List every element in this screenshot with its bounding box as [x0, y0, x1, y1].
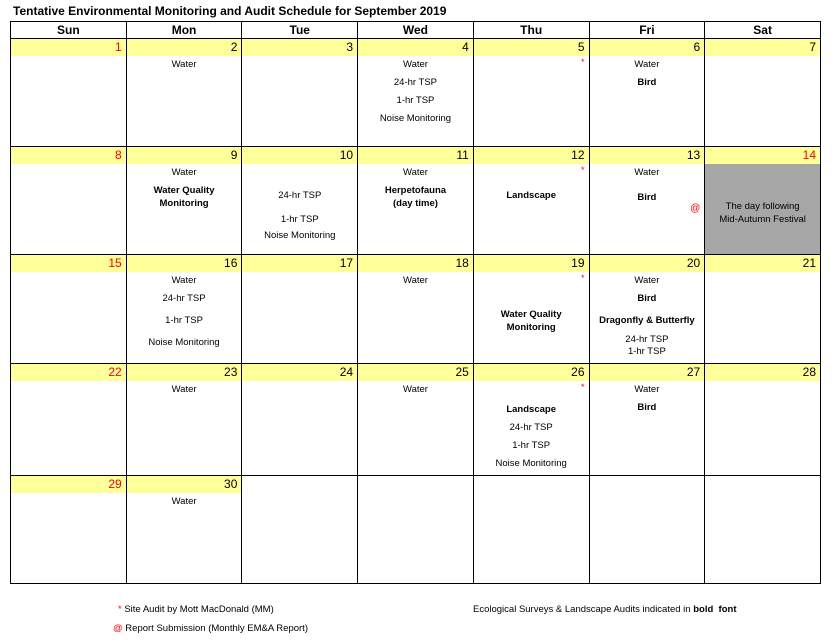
day-number: 30	[127, 476, 242, 493]
event-landscape: Landscape	[506, 190, 556, 202]
event-24hr-tsp: 24-hr TSP	[625, 334, 669, 346]
event-water: Water	[402, 167, 428, 179]
site-audit-mark: *	[581, 165, 585, 176]
weekday-wed: Wed	[358, 22, 474, 39]
day-cell-9	[126, 147, 242, 255]
day-cell-6	[589, 39, 705, 147]
event-water-quality-monitoring: Monitoring	[159, 198, 209, 210]
day-number: 20	[590, 255, 705, 272]
event-water: Water	[634, 59, 660, 70]
day-number: 8	[11, 147, 126, 164]
legend-report-submission	[113, 623, 308, 634]
day-cell-29	[11, 475, 127, 583]
event-water: Water	[171, 383, 197, 395]
event-water-quality: Water Quality	[153, 185, 215, 197]
day-cell-20	[589, 255, 705, 363]
day-cell-17	[242, 255, 358, 363]
day-number: 15	[11, 255, 126, 272]
event-noise-monitoring: Noise Monitoring	[495, 457, 567, 469]
day-number: 11	[358, 147, 473, 164]
weekday-fri: Fri	[589, 22, 705, 39]
day-number: 2	[127, 39, 242, 56]
day-cell-13	[589, 147, 705, 255]
day-cell-25	[358, 363, 474, 475]
report-submission-mark: @	[690, 203, 701, 215]
legend-site-audit	[118, 604, 274, 615]
day-cell-5	[473, 39, 589, 147]
weekday-header-row	[11, 22, 821, 39]
day-number: 25	[358, 364, 473, 381]
event-water: Water	[402, 383, 428, 395]
event-bird: Bird	[637, 77, 657, 88]
event-noise-monitoring: Noise Monitoring	[264, 230, 336, 242]
calendar-grid	[10, 21, 821, 584]
day-cell-26	[473, 363, 589, 475]
weekday-tue: Tue	[242, 22, 358, 39]
day-cell-7	[705, 39, 821, 147]
day-number: 24	[242, 364, 357, 381]
event-water: Water	[171, 167, 197, 179]
empty-cell	[589, 475, 705, 583]
day-number: 10	[242, 147, 357, 164]
day-number: 9	[127, 147, 242, 164]
event-water: Water	[171, 275, 197, 287]
event-water: Water	[634, 383, 660, 395]
day-cell-16	[126, 255, 242, 363]
day-number: 26	[474, 364, 589, 381]
day-number: 14	[705, 147, 820, 164]
day-cell-2	[126, 39, 242, 147]
day-number: 17	[242, 255, 357, 272]
day-number: 6	[590, 39, 705, 56]
event-noise-monitoring: Noise Monitoring	[379, 113, 452, 124]
event-bird: Bird	[637, 293, 657, 305]
week-row	[11, 255, 821, 363]
day-cell-28	[705, 363, 821, 475]
day-number: 21	[705, 255, 820, 272]
day-cell-24	[242, 363, 358, 475]
event-1hr-tsp: 1-hr TSP	[396, 95, 435, 106]
legend-star-symbol: *	[118, 604, 122, 615]
week-row	[11, 475, 821, 583]
day-cell-27	[589, 363, 705, 475]
day-cell-18	[358, 255, 474, 363]
day-number: 7	[705, 39, 820, 56]
day-cell-30	[126, 475, 242, 583]
holiday-label-line2: Mid-Autumn Festival	[719, 214, 806, 226]
event-water-quality: Water Quality	[500, 309, 562, 321]
day-number: 28	[705, 364, 820, 381]
event-bird: Bird	[637, 192, 657, 204]
day-number: 3	[242, 39, 357, 56]
day-number: 27	[590, 364, 705, 381]
event-1hr-tsp: 1-hr TSP	[627, 346, 666, 358]
day-cell-4	[358, 39, 474, 147]
week-row	[11, 363, 821, 475]
event-water: Water	[634, 275, 660, 287]
day-number: 13	[590, 147, 705, 164]
week-row	[11, 39, 821, 147]
day-number: 19	[474, 255, 589, 272]
day-number: 5	[474, 39, 589, 56]
event-24hr-tsp: 24-hr TSP	[162, 293, 206, 305]
legend-at-text: Report Submission (Monthly EM&A Report)	[125, 623, 308, 634]
weekday-thu: Thu	[473, 22, 589, 39]
empty-cell	[473, 475, 589, 583]
day-cell-22	[11, 363, 127, 475]
day-cell-3	[242, 39, 358, 147]
weekday-sat: Sat	[705, 22, 821, 39]
day-cell-8	[11, 147, 127, 255]
weekday-mon: Mon	[126, 22, 242, 39]
event-water: Water	[171, 495, 197, 507]
day-cell-21	[705, 255, 821, 363]
legend-eco-text: Ecological Surveys & Landscape Audits indicated in	[473, 604, 691, 615]
day-number: 1	[11, 39, 126, 56]
day-number: 16	[127, 255, 242, 272]
day-number: 12	[474, 147, 589, 164]
day-cell-10	[242, 147, 358, 255]
event-water: Water	[634, 167, 660, 179]
weekday-sun: Sun	[11, 22, 127, 39]
event-herpetofauna-daytime: (day time)	[393, 198, 438, 210]
day-cell-23	[126, 363, 242, 475]
event-water-quality-monitoring: Monitoring	[506, 322, 556, 334]
legend-eco-bold: bold font	[693, 604, 737, 615]
legend-at-symbol: @	[113, 623, 123, 634]
day-cell-15	[11, 255, 127, 363]
week-row	[11, 147, 821, 255]
empty-cell	[705, 475, 821, 583]
event-water: Water	[402, 275, 428, 287]
empty-cell	[358, 475, 474, 583]
legend-star-text: Site Audit by Mott MacDonald (MM)	[124, 604, 274, 615]
day-cell-1	[11, 39, 127, 147]
site-audit-mark: *	[581, 57, 585, 67]
day-cell-11	[358, 147, 474, 255]
site-audit-mark: *	[581, 381, 585, 392]
event-24hr-tsp: 24-hr TSP	[278, 190, 322, 202]
legend-ecological	[473, 604, 736, 615]
event-landscape: Landscape	[506, 403, 556, 415]
day-number: 22	[11, 364, 126, 381]
day-cell-19	[473, 255, 589, 363]
day-number: 18	[358, 255, 473, 272]
day-cell-12	[473, 147, 589, 255]
day-number: 4	[358, 39, 473, 56]
event-water: Water	[402, 59, 428, 70]
event-1hr-tsp: 1-hr TSP	[512, 439, 551, 451]
event-24hr-tsp: 24-hr TSP	[509, 421, 553, 433]
site-audit-mark: *	[581, 273, 585, 284]
event-noise-monitoring: Noise Monitoring	[148, 337, 220, 349]
holiday-label-line1: The day following	[725, 201, 800, 213]
event-1hr-tsp: 1-hr TSP	[165, 315, 203, 327]
event-dragonfly-butterfly: Dragonfly & Butterfly	[599, 315, 695, 327]
event-24hr-tsp: 24-hr TSP	[393, 77, 438, 88]
event-herpetofauna: Herpetofauna	[384, 185, 447, 197]
day-cell-14	[705, 147, 821, 255]
event-bird: Bird	[637, 401, 657, 413]
schedule-title: Tentative Environmental Monitoring and Audit Schedule for September 2019	[13, 4, 447, 18]
event-1hr-tsp: 1-hr TSP	[280, 214, 319, 226]
day-number: 23	[127, 364, 242, 381]
day-number: 29	[11, 476, 126, 493]
empty-cell	[242, 475, 358, 583]
event-water: Water	[171, 59, 197, 70]
